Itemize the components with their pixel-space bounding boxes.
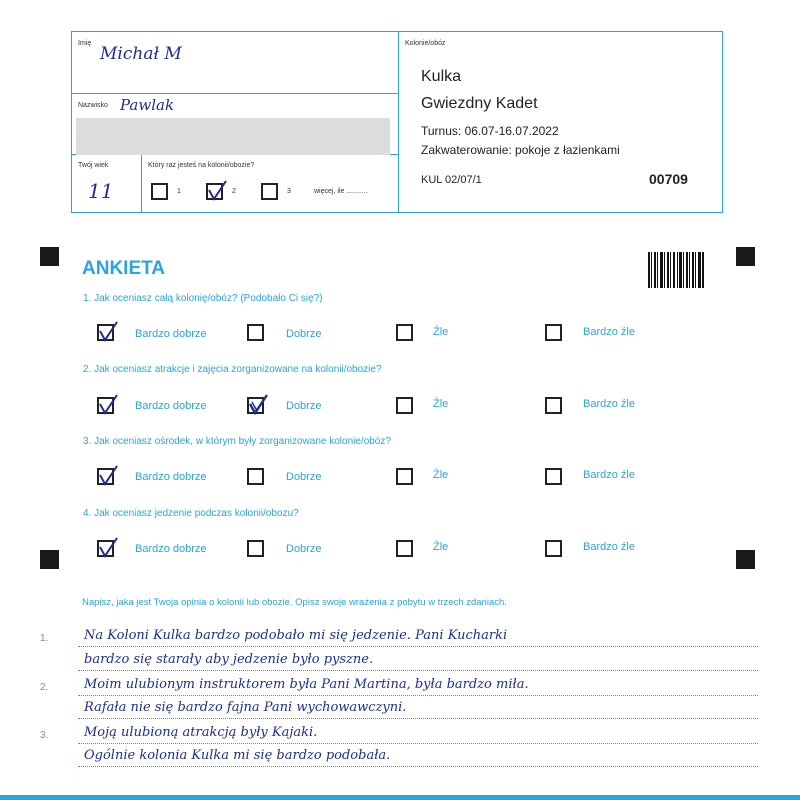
header-divider-wiek — [141, 154, 142, 213]
answer-line-2[interactable]: bardzo się starały aby jedzenie było pyszne. — [84, 652, 374, 667]
q3-label-bardzo-dobrze: Bardzo dobrze — [135, 471, 207, 483]
q3-label-bardzo-zle: Bardzo źle — [583, 469, 635, 481]
redaction-block — [76, 118, 390, 155]
kolonia-subtitle: Gwiezdny Kadet — [421, 95, 538, 112]
check-mark-icon — [205, 179, 229, 203]
q4-label-zle: Źle — [433, 541, 449, 553]
line-number-2: 2. — [40, 682, 49, 693]
q4-checkbox-bardzo-zle[interactable] — [545, 540, 562, 557]
q2-label-bardzo-dobrze: Bardzo dobrze — [135, 400, 207, 412]
ktory-raz-checkbox-2[interactable] — [206, 183, 223, 200]
answer-line-3[interactable]: Moim ulubionym instruktorem była Pani Martina, była bardzo miła. — [84, 677, 529, 692]
ktory-raz-option-1: 1 — [177, 188, 181, 195]
q4-label-bardzo-zle: Bardzo źle — [583, 541, 635, 553]
q2-label-zle: Źle — [433, 398, 449, 410]
opinion-prompt: Napisz, jaka jest Twoja opinia o kolonii lub obozie. Opisz swoje wrażenia z pobytu w trzech zdaniach. — [82, 597, 507, 608]
registration-marker-bottom-left — [40, 550, 59, 569]
q1-label-bardzo-zle: Bardzo źle — [583, 326, 635, 338]
imie-value[interactable]: Michał M — [100, 44, 182, 64]
ktory-raz-option-2: 2 — [232, 188, 236, 195]
bottom-accent-bar — [0, 795, 800, 800]
header-divider-vertical — [398, 31, 399, 213]
answer-line-dots-4 — [78, 718, 758, 719]
q1-checkbox-bardzo-dobrze[interactable] — [97, 324, 114, 341]
q3-label-zle: Źle — [433, 469, 449, 481]
q2-label-dobrze: Dobrze — [286, 400, 322, 412]
wiek-value[interactable]: 11 — [88, 179, 114, 203]
answer-line-6[interactable]: Ogólnie kolonia Kulka mi się bardzo podobała. — [84, 748, 391, 763]
q2-checkbox-dobrze[interactable] — [247, 397, 264, 414]
registration-marker-bottom-right — [736, 550, 755, 569]
answer-line-dots-5 — [78, 743, 758, 744]
q3-label-dobrze: Dobrze — [286, 471, 322, 483]
q2-label-bardzo-zle: Bardzo źle — [583, 398, 635, 410]
q4-label-bardzo-dobrze: Bardzo dobrze — [135, 543, 207, 555]
question-4-text: 4. Jak oceniasz jedzenie podczas kolonii/obozu? — [83, 508, 299, 519]
check-mark-icon — [246, 393, 270, 417]
barcode-icon — [648, 252, 704, 288]
check-mark-icon — [96, 464, 120, 488]
q1-label-dobrze: Dobrze — [286, 328, 322, 340]
check-mark-icon — [96, 393, 120, 417]
line-number-1: 1. — [40, 633, 49, 644]
ankieta-title: ANKIETA — [82, 258, 166, 279]
ktory-raz-more: więcej, ile ........... — [314, 188, 368, 195]
registration-marker-top-right — [736, 247, 755, 266]
nazwisko-label: Nazwisko — [78, 102, 108, 109]
ktory-raz-label: Który raz jesteś na kolonii/obozie? — [148, 162, 255, 169]
kolonia-name: Kulka — [421, 68, 462, 85]
q2-checkbox-bardzo-zle[interactable] — [545, 397, 562, 414]
ktory-raz-checkbox-1[interactable] — [151, 183, 168, 200]
q1-checkbox-bardzo-zle[interactable] — [545, 324, 562, 341]
kolonia-zakwaterowanie: Zakwaterowanie: pokoje z łazienkami — [421, 143, 620, 157]
registration-marker-top-left — [40, 247, 59, 266]
q1-checkbox-dobrze[interactable] — [247, 324, 264, 341]
answer-line-5[interactable]: Moją ulubioną atrakcją były Kajaki. — [84, 725, 318, 740]
answer-line-dots-2 — [78, 670, 758, 671]
q4-checkbox-dobrze[interactable] — [247, 540, 264, 557]
kolonia-code: KUL 02/07/1 — [421, 174, 482, 186]
answer-line-dots-3 — [78, 695, 758, 696]
answer-line-dots-1 — [78, 646, 758, 647]
kolonia-turnus: Turnus: 06.07-16.07.2022 — [421, 124, 559, 138]
q3-checkbox-zle[interactable] — [396, 468, 413, 485]
question-3-text: 3. Jak oceniasz ośrodek, w którym były zorganizowane kolonie/obóz? — [83, 436, 391, 447]
q3-checkbox-dobrze[interactable] — [247, 468, 264, 485]
q2-checkbox-zle[interactable] — [396, 397, 413, 414]
q1-label-zle: Źle — [433, 326, 449, 338]
q2-checkbox-bardzo-dobrze[interactable] — [97, 397, 114, 414]
line-number-3: 3. — [40, 730, 49, 741]
kolonia-number: 00709 — [649, 171, 688, 187]
imie-label: Imię — [78, 40, 92, 47]
wiek-label: Twój wiek — [78, 162, 109, 169]
kolonia-label: Kolonie/obóz — [405, 40, 446, 47]
ktory-raz-option-3: 3 — [287, 188, 291, 195]
ktory-raz-checkbox-3[interactable] — [261, 183, 278, 200]
question-2-text: 2. Jak oceniasz atrakcje i zajęcia zorganizowane na kolonii/obozie? — [83, 364, 382, 375]
check-mark-icon — [96, 536, 120, 560]
q1-label-bardzo-dobrze: Bardzo dobrze — [135, 328, 207, 340]
q4-checkbox-zle[interactable] — [396, 540, 413, 557]
question-1-text: 1. Jak oceniasz całą kolonię/obóz? (Podobało Ci się?) — [83, 293, 323, 304]
header-divider-imie — [71, 93, 399, 94]
answer-line-dots-6 — [78, 766, 758, 767]
q4-checkbox-bardzo-dobrze[interactable] — [97, 540, 114, 557]
check-mark-icon — [96, 320, 120, 344]
q4-label-dobrze: Dobrze — [286, 543, 322, 555]
q3-checkbox-bardzo-zle[interactable] — [545, 468, 562, 485]
q1-checkbox-zle[interactable] — [396, 324, 413, 341]
nazwisko-value[interactable]: Pawlak — [120, 96, 175, 114]
answer-line-1[interactable]: Na Koloni Kulka bardzo podobało mi się jedzenie. Pani Kucharki — [84, 628, 508, 643]
answer-line-4[interactable]: Rafała nie się bardzo fajna Pani wychowawczyni. — [84, 700, 407, 715]
q3-checkbox-bardzo-dobrze[interactable] — [97, 468, 114, 485]
